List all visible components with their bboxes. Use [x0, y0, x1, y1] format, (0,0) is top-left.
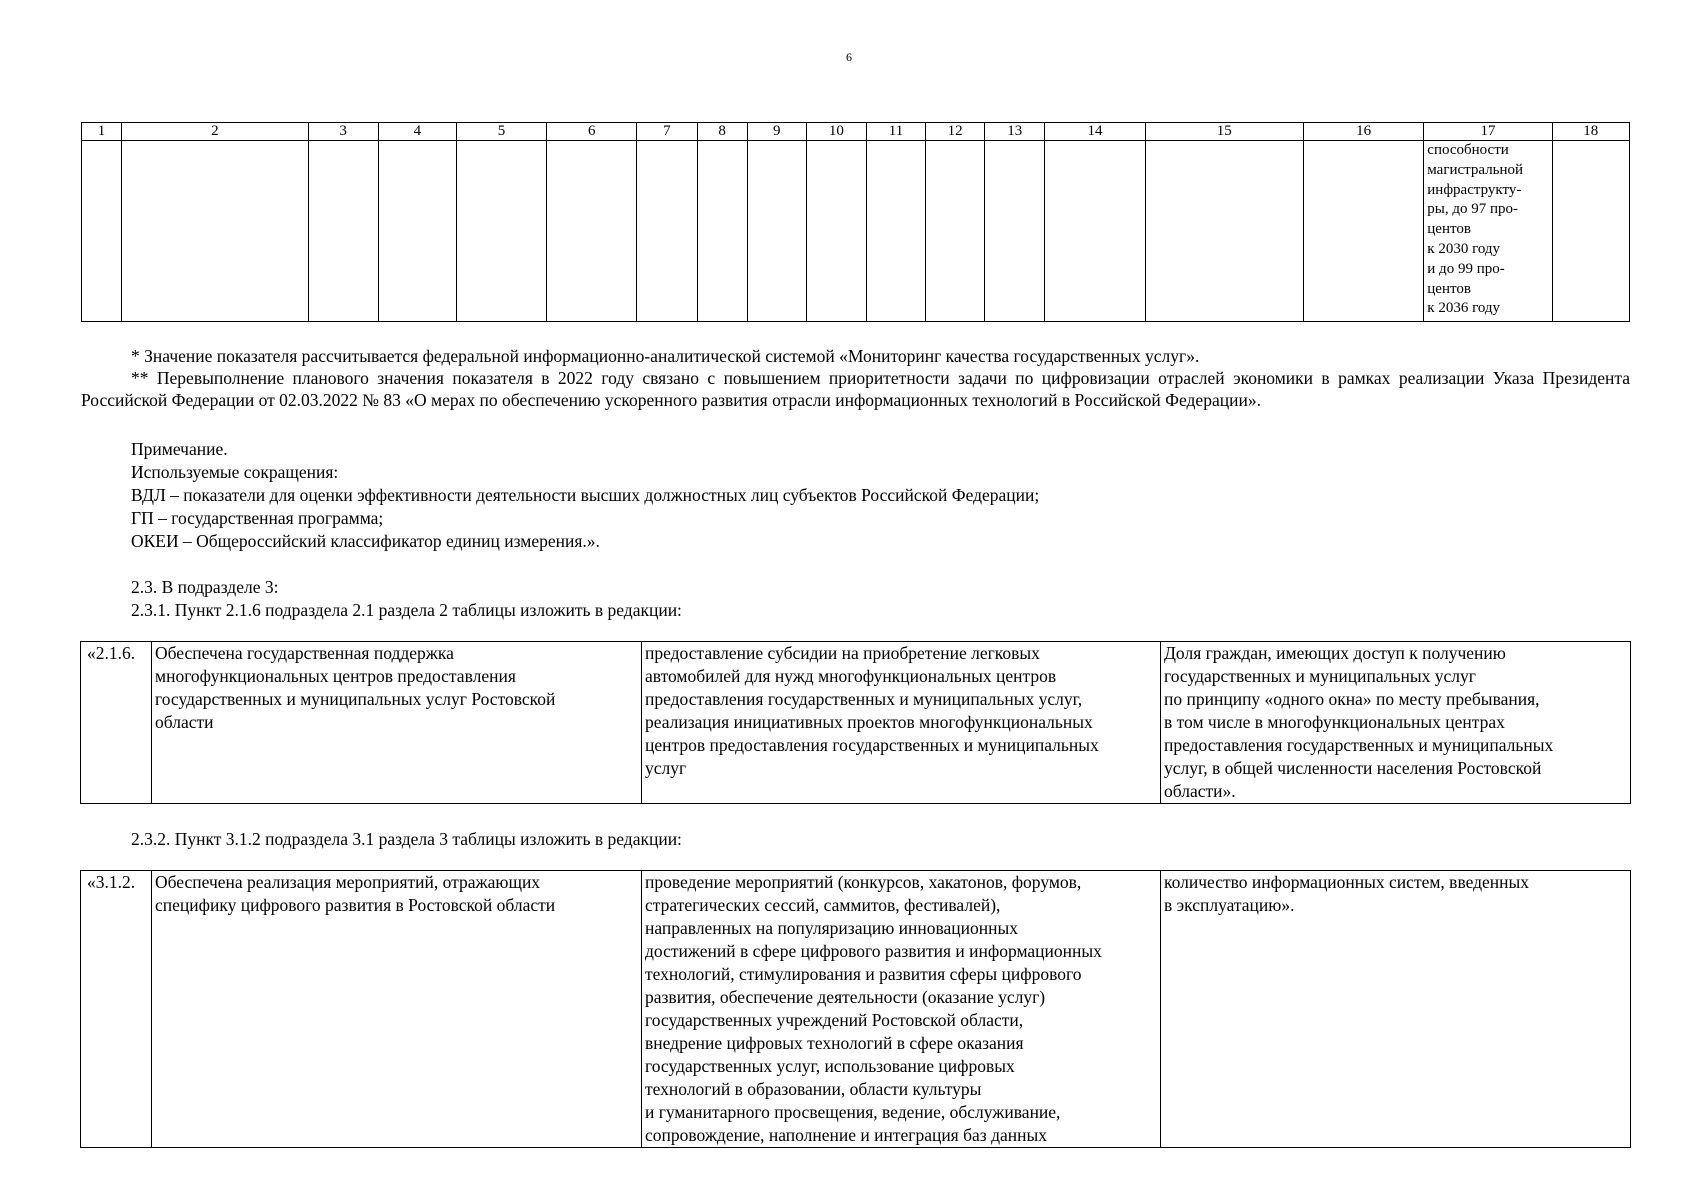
item-number: «2.1.6.	[81, 642, 152, 804]
table-cell	[1552, 141, 1629, 322]
column-number: 14	[1045, 123, 1145, 141]
table-cell	[985, 141, 1045, 322]
table-cell	[926, 141, 985, 322]
footnote-1: * Значение показателя рассчитывается федеральной информационно-аналитической системой «Мониторинг качества государственных услуг».	[131, 346, 1200, 366]
item-number: «3.1.2.	[81, 871, 152, 1148]
abbreviations-title: Используемые сокращения:	[131, 462, 339, 482]
column-number: 16	[1303, 123, 1423, 141]
table-cell	[547, 141, 637, 322]
table-row	[81, 871, 1631, 1148]
column-number: 8	[697, 123, 747, 141]
column-number: 3	[308, 123, 378, 141]
footnotes	[81, 345, 1630, 411]
column-number: 9	[747, 123, 806, 141]
column-number: 15	[1145, 123, 1303, 141]
table-cell	[1145, 141, 1303, 322]
table-cell	[308, 141, 378, 322]
table-cell	[122, 141, 308, 322]
table-cell	[697, 141, 747, 322]
column-number: 11	[866, 123, 925, 141]
column-number: 1	[82, 123, 122, 141]
abbreviation-okei: ОКЕИ – Общероссийский классификатор единиц измерения.».	[131, 531, 600, 551]
column-number: 17	[1424, 123, 1552, 141]
column-number: 2	[122, 123, 308, 141]
column-number: 7	[637, 123, 697, 141]
column-number: 13	[985, 123, 1045, 141]
section-2-3-1: 2.3.1. Пункт 2.1.6 подраздела 2.1 раздела 2 таблицы изложить в редакции:	[131, 600, 682, 620]
measures-cell: проведение мероприятий (конкурсов, хакатонов, форумов, стратегических сессий, саммитов, фестивалей), направленных на популяризацию инновационных достижений в сфере цифрового развития и информационных технологий, стимулирования и развития сферы цифрового развития, обеспечение деятельности (оказание услуг) государственных учреждений Ростовской области, внедрение цифровых технологий в сфере оказания государственных услуг, использование цифровых технологий в образовании, области культуры и гуманитарного просвещения, ведение, обслуживание, сопровождение, наполнение и интеграция баз данных	[642, 871, 1161, 1148]
indicator-table-continuation	[81, 122, 1630, 322]
item-3-1-2-table	[80, 870, 1631, 1148]
abbreviation-vdl: ВДЛ – показатели для оценки эффективности деятельности высших должностных лиц субъектов Российской Федерации;	[131, 485, 1040, 505]
task-cell: Обеспечена государственная поддержка многофункциональных центров предоставления государственных и муниципальных услуг Ростовской области	[152, 642, 642, 804]
column-number: 10	[806, 123, 866, 141]
column-number: 5	[456, 123, 546, 141]
table-cell	[637, 141, 697, 322]
column-number: 4	[378, 123, 456, 141]
column-number-row	[82, 123, 1630, 141]
task-cell: Обеспечена реализация мероприятий, отражающих специфику цифрового развития в Ростовской области	[152, 871, 642, 1148]
table-cell	[378, 141, 456, 322]
table-row	[81, 642, 1631, 804]
table-cell	[866, 141, 925, 322]
table-cell	[1045, 141, 1145, 322]
note-title: Примечание.	[131, 439, 228, 459]
indicator-cell: количество информационных систем, введенных в эксплуатацию».	[1161, 871, 1631, 1148]
target-value-cell: способности магистральной инфраструкту- ры, до 97 про- центов к 2030 году и до 99 про- центов к 2036 году	[1424, 141, 1552, 322]
footnote-2: ** Перевыполнение планового значения показателя в 2022 году связано с повышением приоритетности задачи по цифровизации отраслей экономики в рамках реализации Указа Президента Российской Федерации от 02.03.2022 № 83 «О мерах по обеспечению ускоренного развития отрасли информационных технологий в Российской Федерации».	[81, 368, 1630, 410]
column-number: 18	[1552, 123, 1629, 141]
abbreviation-gp: ГП – государственная программа;	[131, 508, 384, 528]
table-cell	[806, 141, 866, 322]
table-cell	[1303, 141, 1423, 322]
page-number: 6	[846, 50, 852, 64]
table-cell	[747, 141, 806, 322]
measures-cell: предоставление субсидии на приобретение легковых автомобилей для нужд многофункциональных центров предоставления государственных и муниципальных услуг, реализация инициативных проектов многофункциональных центров предоставления государственных и муниципальных услуг	[642, 642, 1161, 804]
item-2-1-6-table	[80, 641, 1631, 804]
table-row	[82, 141, 1630, 322]
section-2-3-2: 2.3.2. Пункт 3.1.2 подраздела 3.1 раздела 3 таблицы изложить в редакции:	[131, 829, 682, 849]
table-cell	[82, 141, 122, 322]
table-cell	[456, 141, 546, 322]
column-number: 12	[926, 123, 985, 141]
column-number: 6	[547, 123, 637, 141]
section-2-3: 2.3. В подразделе 3:	[131, 577, 279, 597]
indicator-cell: Доля граждан, имеющих доступ к получению государственных и муниципальных услуг по принципу «одного окна» по месту пребывания, в том числе в многофункциональных центрах предоставления государственных и муниципальных услуг, в общей численности населения Ростовской области».	[1161, 642, 1631, 804]
